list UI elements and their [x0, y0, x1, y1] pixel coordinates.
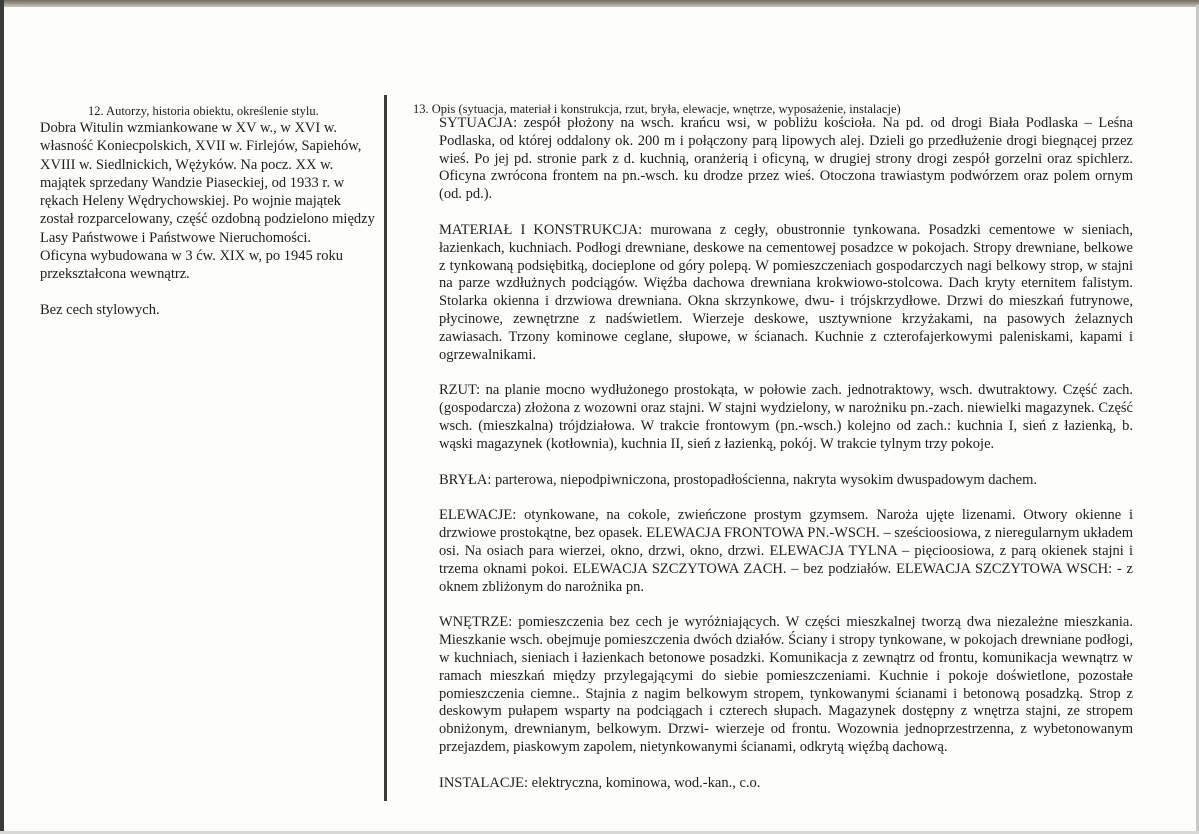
- section-bryla: [439, 472, 1133, 490]
- description-heading: 13. Opis (sytuacja, materiał i konstrukcja, rzut, bryła, elewacje, wnętrze, wyposażenie, instalacje): [413, 102, 901, 116]
- section-elewacje: [439, 507, 1133, 596]
- section-wnetrze: [439, 614, 1133, 756]
- column-divider: [384, 95, 387, 801]
- section-text: SYTUACJA: zespół płożony na wsch. krańcu wsi, w pobliżu kościoła. Na pd. od drogi Biała Podlaska – Leśna Podlaska, od której oddalony ok. 200 m i połączony parą lipowych alej. Dzieli go przedłużenie drogi biegnącej przez wieś. Po jej pd. stronie park z d. kuchnią, oranżerią i oficyną, w drugiej strony drogi zespół gorzelni oraz spichlerz. Oficyna zwrócona frontem na pn.-wsch. ku drodze przez wieś. Otoczona trawiastym podwórzem oraz polem ornym (od. pd.).: [439, 115, 1133, 203]
- history-heading: 12. Autorzy, historia obiektu, określenie stylu.: [88, 104, 319, 118]
- section-text: MATERIAŁ I KONSTRUKCJA: murowana z cegły, obustronnie tynkowana. Posadzki cementowe w sieniach, łazienkach, kuchniach. Podłogi drewniane, deskowe na cementowej posadzce w pokojach. Stropy drewniane, belkowe z tynkowaną podsiębitką, docieplone od góry polepą. W pomieszczeniach gospodarczych nagi belkowy strop, w stajni na parze wzdłużnych podciągów. Więźba dachowa drewniana krokwiowo-stolcowa. Dach kryty eternitem falistym. Stolarka okienna i drzwiowa drewniana. Okna skrzynkowe, dwu- i trójskrzydłowe. Drzwi do mieszkań futrynowe, płycinowe, zewnętrzne z nadświetlem. Wierzeje deskowe, usztywnione krzyżakami, na pasowych żelaznych zawiasach. Trzony kominowe ceglane, słupowe, w ścianach. Kuchnie z czterofajerkowymi paleniskami, kapami i ogrzewalnikami.: [439, 221, 1133, 363]
- history-column: [40, 104, 376, 319]
- section-text: ELEWACJE: otynkowane, na cokole, zwieńczone prostym gzymsem. Naroża ujęte lizenami. Otwory okienne i drzwiowe prostokątne, bez opasek. ELEWACJA FRONTOWA PN.-WSCH. – sześcioosiowa, z nieregularnym układem osi. Na osiach para wierzei, okno, drzwi, okno, drzwi. ELEWACJA TYLNA – pięcioosiowa, z parą okienek stajni i trzema oknami pokoi. ELEWACJA SZCZYTOWA ZACH. – bez podziałów. ELEWACJA SZCZYTOWA WSCH: - z oknem zbliżonym do narożnika pn.: [439, 507, 1133, 595]
- section-text: INSTALACJE: elektryczna, kominowa, wod.-kan., c.o.: [439, 774, 761, 791]
- section-material: [439, 222, 1133, 364]
- section-rzut: [439, 382, 1133, 453]
- section-text: WNĘTRZE: pomieszczenia bez cech je wyróżniających. W części mieszkalnej tworzą dwa niezależne mieszkania. Mieszkanie wsch. obejmuje pomieszczenia dwóch działów. Ściany i stropy tynkowane, w pokojach drewniane podłogi, w kuchniach, sieniach i łazienkach betonowe posadzki. Komunikacja z zewnątrz od frontu, komunikacja wewnątrz w ramach mieszkań między przylegającymi do siebie pomieszczeniami. Kuchnie i pokoje doświetlone, pozostałe pomieszczenia ciemne.. Stajnia z nagim belkowym stropem, tynkowanymi ścianami i betonową posadzką. Strop z deskowym pułapem wsparty na podciągach i czterech słupach. Magazynek dostępny z wnętrza stajni, ze stropem obniżonym, drewnianym, belkowym. Drzwi- wierzeje od frontu. Wozownia jednoprzestrzenna, z wybetonowanym przejazdem, piaskowym zapolem, nietynkowanymi ścianami, odkrytą więźbą dachową.: [439, 614, 1133, 755]
- description-column: [413, 104, 1133, 793]
- history-paragraph: Dobra Witulin wzmiankowane w XV w., w XVI w. własność Koniecpolskich, XVII w. Firlejów, Sapiehów, XVIII w. Siedlnickich, Wężyków. Na pocz. XX w. majątek sprzedany Wandzie Piaseckiej, od 1933 r. w rękach Heleny Wędrychowskiej. Po wojnie majątek został rozparcelowany, część ozdobną podzielono między Lasy Państwowe i Państwowe Nieruchomości.: [40, 120, 375, 246]
- section-sytuacja: [439, 115, 1133, 204]
- section-instalacje: [439, 775, 1133, 793]
- section-text: BRYŁA: parterowa, niepodpiwniczona, prostopadłościenna, nakryta wysokim dwuspadowym dachem.: [439, 471, 1037, 488]
- scan-edge-top: [0, 0, 1199, 7]
- section-text: RZUT: na planie mocno wydłużonego prostokąta, w połowie zach. jednotraktowy, wsch. dwutraktowy. Część zach. (gospodarcza) złożona z wozowni oraz stajni. W stajni wydzielony, w narożniku pn.-zach. niewielki magazynek. Część wsch. (mieszkalna) trójdziałowa. W trakcie frontowym (pn.-wsch.) kolejno od zach.: kuchnia I, sień z łazienką, b. wąski magazynek (kotłownia), kuchnia II, sień z łazienką, pokój. W trakcie tylnym trzy pokoje.: [439, 382, 1133, 452]
- history-body: [40, 119, 376, 319]
- style-note: Bez cech stylowych.: [40, 301, 160, 318]
- history-paragraph: Oficyna wybudowana w 3 ćw. XIX w, po 1945 roku przekształcona wewnątrz.: [40, 248, 343, 283]
- scan-edge-left: [0, 0, 4, 834]
